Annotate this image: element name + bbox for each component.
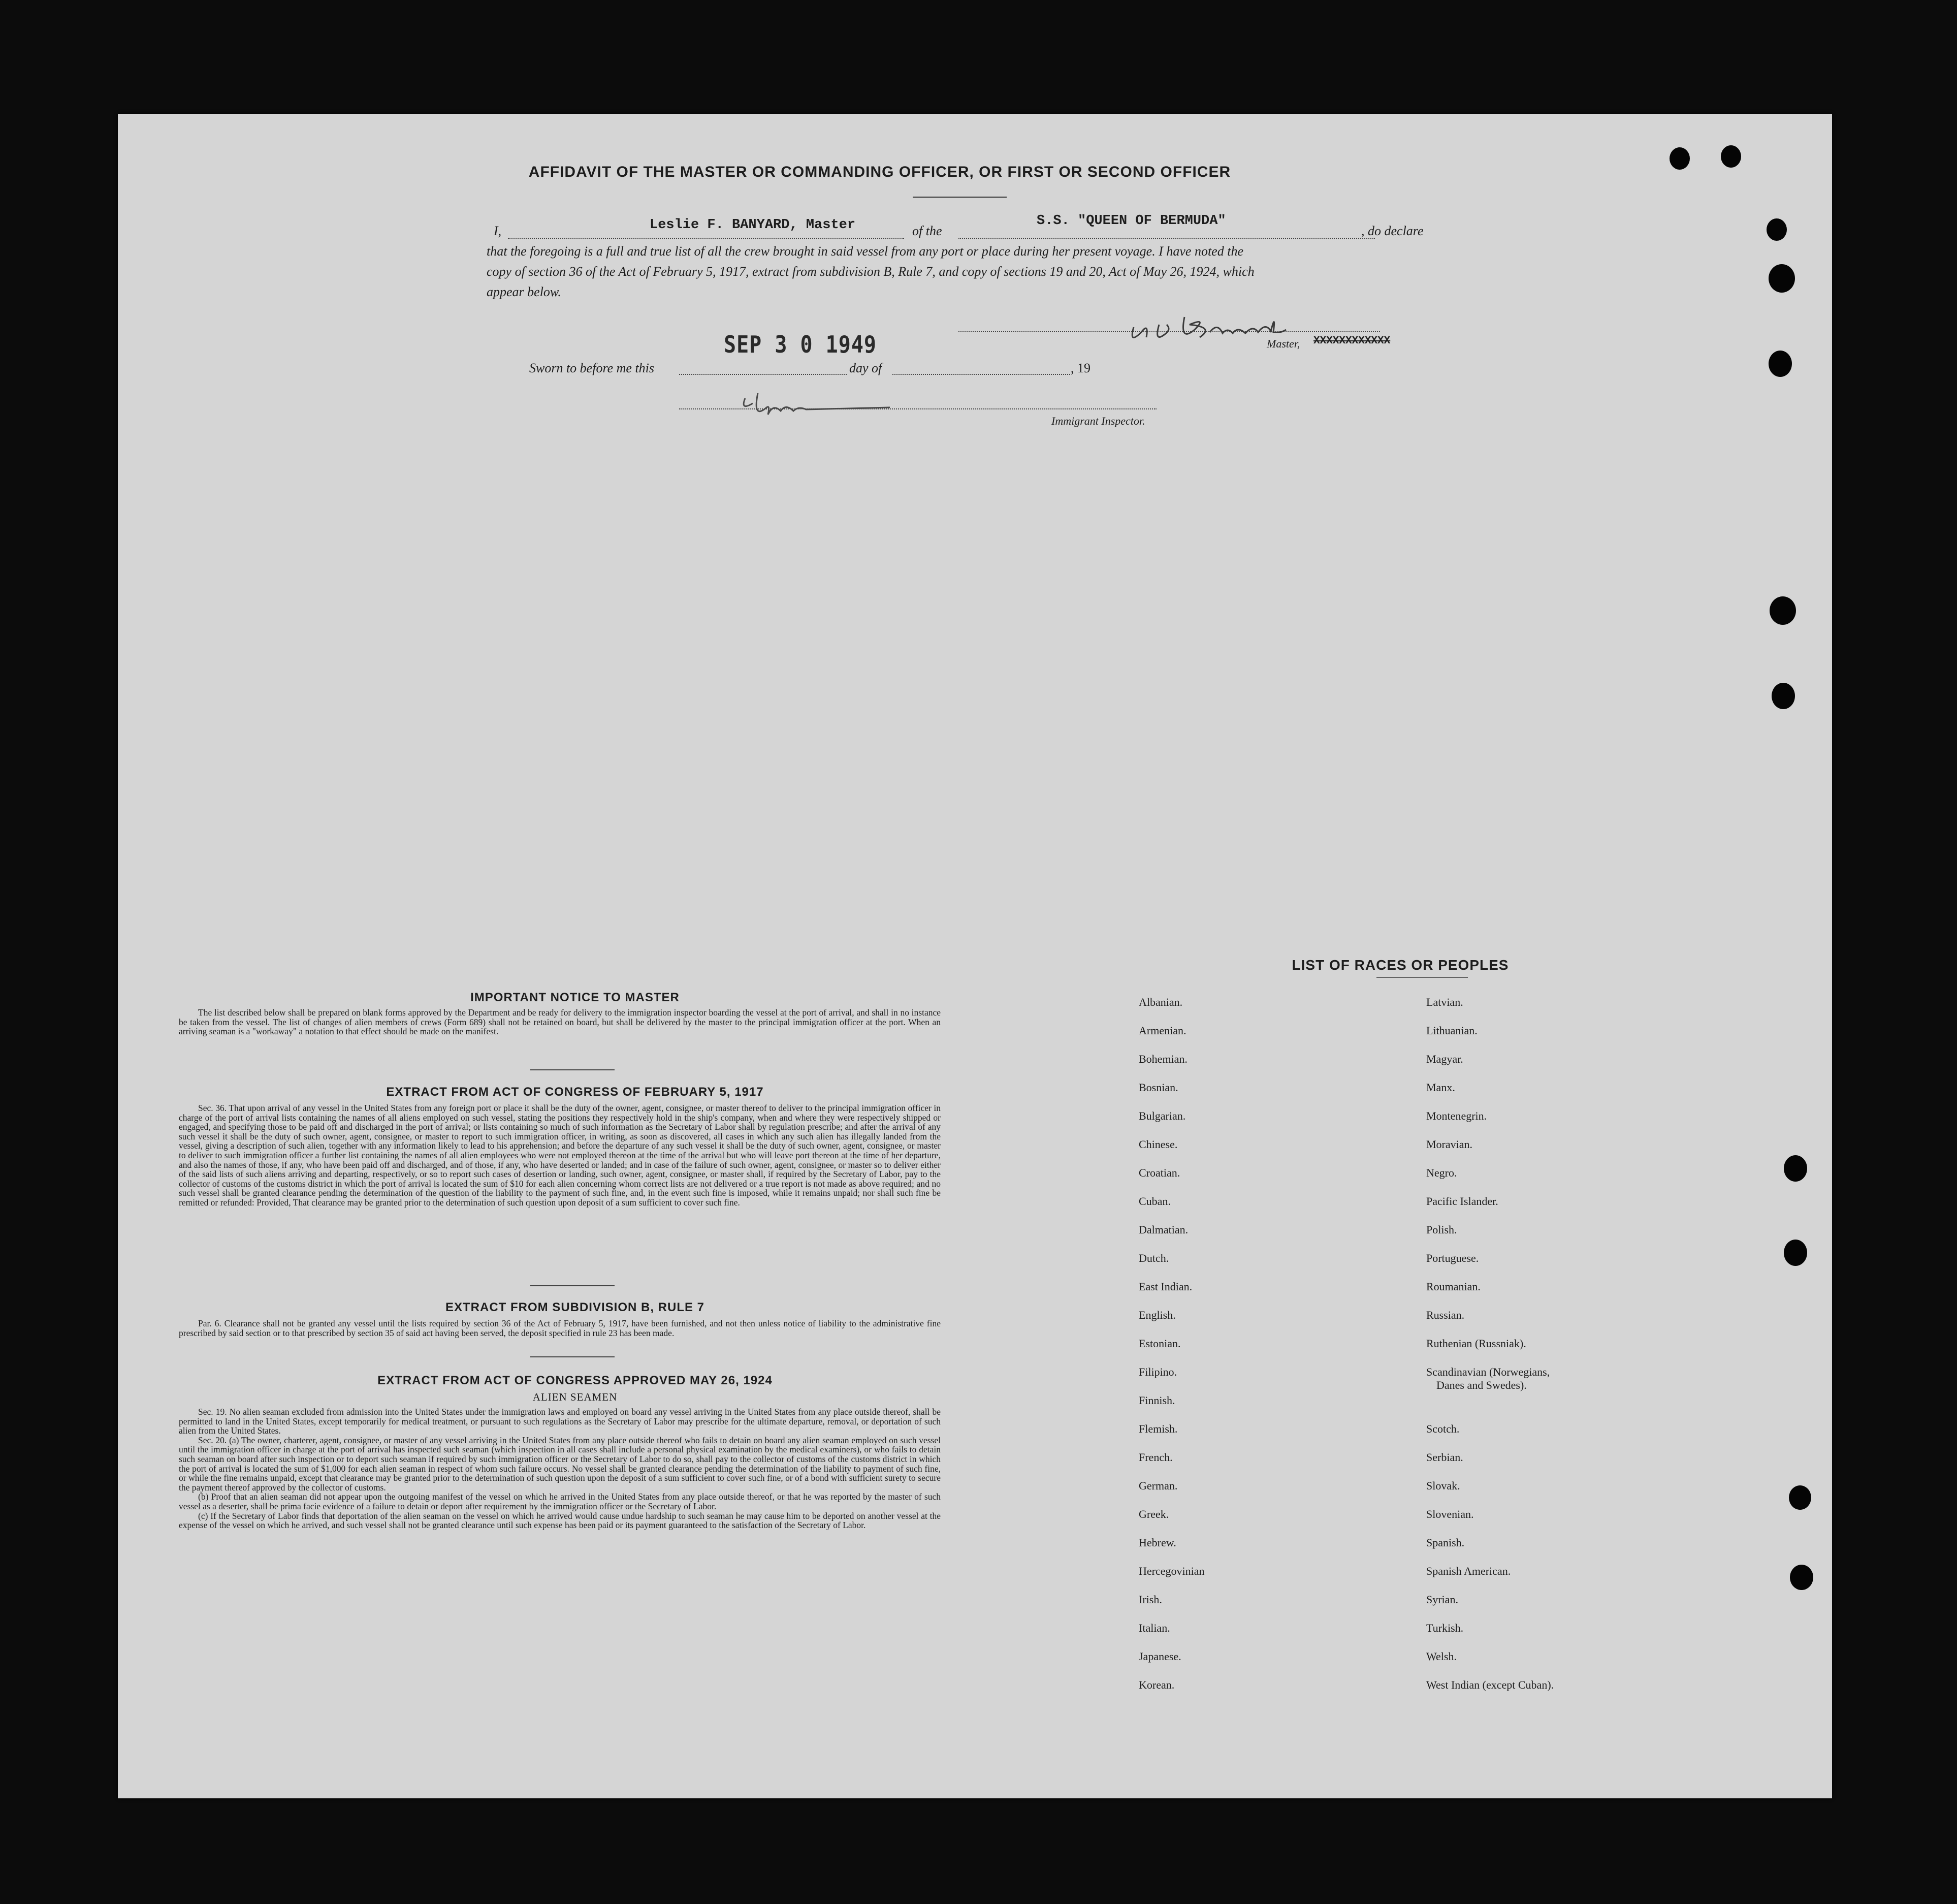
punch-hole xyxy=(1790,1565,1813,1590)
race-item: Scotch. xyxy=(1426,1422,1460,1435)
races-title-rule xyxy=(1376,977,1468,978)
punch-hole xyxy=(1769,351,1792,377)
race-item: Scandinavian (Norwegians, xyxy=(1426,1366,1550,1378)
race-item: Ruthenian (Russniak). xyxy=(1426,1337,1526,1350)
race-item: Finnish. xyxy=(1139,1394,1175,1407)
race-item: East Indian. xyxy=(1139,1280,1193,1293)
declaration-line-2: that the foregoing is a full and true list of all the crew brought in said vessel from any port or place during her present voyage. I have noted the xyxy=(487,244,1243,259)
race-item: Manx. xyxy=(1426,1081,1455,1094)
race-item: Chinese. xyxy=(1139,1138,1178,1151)
of-the-label: of the xyxy=(912,224,942,238)
day-of-label: day of xyxy=(849,361,882,375)
punch-hole xyxy=(1767,218,1787,241)
punch-hole xyxy=(1670,147,1690,170)
sec20c-paragraph: (c) If the Secretary of Labor finds that deportation of the alien seaman on the vessel on which he arrived would cause undue hardship to such seaman he may cause him to be deported on another vessel at the expense of the vessel on which he arrived, and such vessel shall not be granted clearance until such expense has been paid or its payment guaranteed to the satisfaction of the Secretary of Labor. xyxy=(179,1510,941,1531)
race-item: German. xyxy=(1139,1479,1178,1492)
punch-hole xyxy=(1772,683,1795,709)
race-item: Bosnian. xyxy=(1139,1081,1178,1094)
i-label: I, xyxy=(494,224,502,238)
year-label: , 19 xyxy=(1071,361,1090,375)
race-item: Welsh. xyxy=(1426,1650,1457,1663)
declaration-line-3: copy of section 36 of the Act of February 5, 1917, extract from subdivision B, Rule 7, and copy of sections 19 and 20, Act of May 26, 1924, which xyxy=(487,264,1255,279)
master-label: Master, xyxy=(1267,337,1300,350)
races-title: LIST OF RACES OR PEOPLES xyxy=(1292,957,1509,973)
inspector-line xyxy=(679,408,1157,409)
sworn-day-line xyxy=(679,374,847,375)
extract-1924-title: EXTRACT FROM ACT OF CONGRESS APPROVED MAY 26, 1924 xyxy=(377,1374,773,1387)
race-item: Pacific Islander. xyxy=(1426,1195,1498,1208)
race-item: English. xyxy=(1139,1309,1176,1321)
sec20b-paragraph: (b) Proof that an alien seaman did not appear upon the outgoing manifest of the vessel on which he arrived in the United States from any place outside thereof, or that he was reported by the master of such vessel as a deserter, shall be prima facie evidence of a failure to detain or deport after requirement by the immigration officer or the Secretary of Labor. xyxy=(179,1492,941,1511)
race-item: Roumanian. xyxy=(1426,1280,1481,1293)
race-item: Slovak. xyxy=(1426,1479,1460,1492)
extract-1917-title: EXTRACT FROM ACT OF CONGRESS OF FEBRUARY 5, 1917 xyxy=(386,1085,764,1099)
divider xyxy=(530,1285,615,1286)
race-item: Latvian. xyxy=(1426,996,1463,1008)
race-item: Danes and Swedes). xyxy=(1436,1379,1527,1391)
alien-seamen-subtitle: ALIEN SEAMEN xyxy=(532,1391,618,1403)
race-item: Syrian. xyxy=(1426,1593,1458,1606)
race-item: Dalmatian. xyxy=(1139,1223,1189,1236)
rule7-title: EXTRACT FROM SUBDIVISION B, RULE 7 xyxy=(445,1300,705,1314)
affidavit-title: AFFIDAVIT OF THE MASTER OR COMMANDING OFFICER, OR FIRST OR SECOND OFFICER xyxy=(528,164,1231,180)
race-item: Armenian. xyxy=(1139,1024,1186,1037)
sworn-month-line xyxy=(892,374,1070,375)
sec19-paragraph: Sec. 19. No alien seaman excluded from admission into the United States under the immigration laws and employed on board any vessel arriving in the United States from any place outside thereof, shall be permitted to land in the United States, except temporarily for medical treatment, or pursuant to such regulations as the Secretary of Labor may prescribe for the ultimate departure, removal, or deportation of such alien from the United States. xyxy=(179,1407,941,1436)
notice-paragraph: The list described below shall be prepared on blank forms approved by the Department and be ready for delivery to the immigration inspector boarding the vessel at the port of arrival, and shall in no instance be taken from the vessel. The list of changes of alien members of crews (Form 689) shall not be retained on board, but shall be delivered by the master to the principal immigration officer at the port. When an arriving seaman is a "workaway" a notation to that effect should be made on the manifest. xyxy=(179,1007,941,1037)
race-item: Croatian. xyxy=(1139,1166,1180,1179)
race-item: Cuban. xyxy=(1139,1195,1171,1208)
extract-1924-text xyxy=(179,1407,941,1530)
declaration-line-4: appear below. xyxy=(487,284,561,299)
race-item: Bulgarian. xyxy=(1139,1109,1186,1122)
document-page xyxy=(118,114,1832,1798)
race-item: Greek. xyxy=(1139,1508,1169,1520)
par6-paragraph: Par. 6. Clearance shall not be granted any vessel until the lists required by section 36 of the Act of February 5, 1917, have been furnished, and not then unless notice of liability to the administrative fine prescribed by said section or to that prescribed by section 35 of said act having been served, the deposit specified in rule 23 has been made. xyxy=(179,1318,941,1338)
race-item: Filipino. xyxy=(1139,1366,1177,1378)
punch-hole xyxy=(1769,264,1795,293)
race-item: West Indian (except Cuban). xyxy=(1426,1678,1554,1691)
section-36-paragraph: Sec. 36. That upon arrival of any vessel in the United States from any foreign port or place it shall be the duty of the owner, agent, consignee, or master thereof to deliver to the principal immigration officer in charge of the port of arrival lists containing the names of all aliens employed on such vessel, stating the positions they respectively hold in the ship's company, when and where they were respectively shipped or engaged, and specifying those to be paid off and discharged in the port of arrival; or lists containing so much of such information as the Secretary of Labor shall by regulation prescribe; and after the arrival of any such vessel it shall be the duty of such owner, agent, consignee, or master to report to such immigration officer, in writing, as soon as discovered, all cases in which any such alien has illegally landed from the vessel, giving a description of such alien, together with any information likely to lead to his apprehension; and before the departure of any such vessel it shall be the duty of such owner, agent, consignee, or master to deliver to such immigration officer a further list containing the names of all alien employees who were not employed thereon at the time of the arrival but who will leave port thereon at the time of her departure, and also the names of those, if any, who have been paid off and discharged, and of those, if any, who have deserted or landed; and in case of the failure of such owner, agent, consignee, or master so to deliver either of the said lists of such aliens arriving and departing, respectively, or so to report such cases of desertion or landing, such owner, agent, consignee, or master shall, if required by the Secretary of Labor, pay to the collector of customs of the customs district in which the port of arrival is located the sum of $10 for each alien concerning whom correct lists are not delivered or a true report is not made as above required; and no such vessel shall be granted clearance pending the determination of the question of the liability to the payment of such fine, and, in the event such fine is imposed, while it remains unpaid; nor shall such fine be remitted or refunded: Provided, That clearance may be granted prior to the determination of such question upon deposit of a sum sufficient to cover such fine. xyxy=(179,1103,941,1208)
sec20a-paragraph: Sec. 20. (a) The owner, charterer, agent, consignee, or master of any vessel arriving in the United States from any place outside thereof who fails to detain on board any alien seaman employed on such vessel until the immigration officer in charge at the port of arrival has inspected such seaman (which inspection in all cases shall include a personal physical examination by the medical examiners), or who fails to detain such seaman on board after such inspection or to deport such seaman if required by such immigration officer or the Secretary of Labor to do so, shall pay to the collector of customs of the customs district in which the port of arrival is located the sum of $1,000 for each alien seaman in respect of whom such failure occurs. No vessel shall be granted clearance pending the determination of the liability to payment of such fine, or while the fine remains unpaid, except that clearance may be granted prior to the determination of such question upon the deposit of a sum sufficient to cover such fine, or of a bond with sufficient surety to secure the payment thereof approved by the collector of customs. xyxy=(179,1435,941,1493)
race-item: Korean. xyxy=(1139,1678,1175,1691)
punch-hole xyxy=(1789,1485,1811,1510)
inspector-signature xyxy=(737,383,900,424)
race-item: Portuguese. xyxy=(1426,1252,1479,1264)
race-item: Magyar. xyxy=(1426,1053,1463,1065)
race-item: Turkish. xyxy=(1426,1622,1464,1634)
sworn-label: Sworn to before me this xyxy=(529,361,655,375)
master-struck-title: XXXXXXXXXXXX xyxy=(1313,335,1391,347)
race-item: Bohemian. xyxy=(1139,1053,1188,1065)
races-right-column xyxy=(1426,997,1554,1708)
race-item: Japanese. xyxy=(1139,1650,1181,1663)
notice-title: IMPORTANT NOTICE TO MASTER xyxy=(470,991,680,1004)
race-item: Spanish American. xyxy=(1426,1565,1511,1577)
race-item: Estonian. xyxy=(1139,1337,1181,1350)
race-item: Hebrew. xyxy=(1139,1536,1176,1549)
extract-1917-text xyxy=(179,1103,941,1208)
race-item: Negro. xyxy=(1426,1166,1457,1179)
date-stamp: SEP 3 0 1949 xyxy=(724,331,877,359)
race-item: Slovenian. xyxy=(1426,1508,1474,1520)
races-left-column xyxy=(1139,997,1205,1708)
punch-hole xyxy=(1784,1155,1807,1182)
race-item: Lithuanian. xyxy=(1426,1024,1478,1037)
punch-hole xyxy=(1784,1240,1807,1266)
race-item: Serbian. xyxy=(1426,1451,1463,1464)
rule7-text xyxy=(179,1319,941,1338)
do-declare: , do declare xyxy=(1361,224,1424,238)
race-item: Russian. xyxy=(1426,1309,1465,1321)
master-name: Leslie F. BANYARD, Master xyxy=(650,217,856,233)
race-item: Dutch. xyxy=(1139,1252,1169,1264)
divider xyxy=(530,1356,615,1357)
name-line xyxy=(508,238,904,239)
punch-hole xyxy=(1721,145,1741,168)
title-rule xyxy=(913,197,1007,198)
vessel-name: S.S. "QUEEN OF BERMUDA" xyxy=(1037,213,1226,229)
race-item: Spanish. xyxy=(1426,1536,1465,1549)
race-item: French. xyxy=(1139,1451,1173,1464)
inspector-label: Immigrant Inspector. xyxy=(1051,415,1145,427)
race-item: Irish. xyxy=(1139,1593,1162,1606)
race-item: Montenegrin. xyxy=(1426,1109,1487,1122)
race-item: Moravian. xyxy=(1426,1138,1473,1151)
race-item: Albanian. xyxy=(1139,996,1183,1008)
race-item: Polish. xyxy=(1426,1223,1457,1236)
punch-hole xyxy=(1770,596,1796,625)
race-item: Hercegovinian xyxy=(1139,1565,1205,1577)
notice-text xyxy=(179,1008,941,1036)
race-item: Italian. xyxy=(1139,1622,1170,1634)
vessel-line xyxy=(958,238,1375,239)
divider xyxy=(530,1069,615,1070)
race-item: Flemish. xyxy=(1139,1422,1178,1435)
